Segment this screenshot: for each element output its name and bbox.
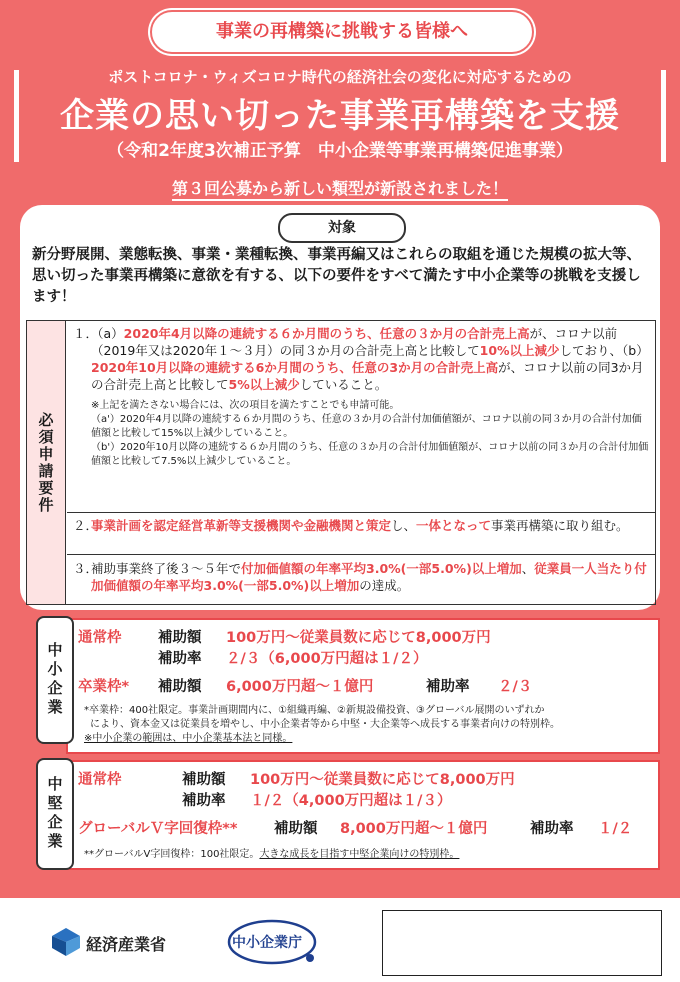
sme-agency-name: 中小企業庁 <box>232 935 302 951</box>
audience-pill: 事業の再構築に挑戦する皆様へ <box>150 10 534 54</box>
new-category-notice: 第３回公募から新しい類型が新設されました！ <box>0 176 680 199</box>
requirements-label: 必須申請要件 <box>27 321 66 604</box>
mid-label: 中堅企業 <box>36 758 74 870</box>
sme-label: 中小企業 <box>36 616 74 744</box>
divider <box>67 554 655 555</box>
sme-box: 通常枠 補助額 100万円～従業員数に応じて8,000万円 補助率 ２/３（6,000万円超は１/２） 卒業枠* 補助額 6,000万円超～１億円 補助率 ２/３ *卒業枠：400社限定。事業計画期間内に、①組織再編、②新規設備投資、③グローバル展開のいずれか により、資本金又は従業員を増やし、中小企業者等から中堅・大企業等へ成長する事業者向けの特別枠。 ※中小企業の範囲は、中小企業基本法と同様。 <box>66 618 660 754</box>
meti-name: 経済産業省 <box>86 935 167 954</box>
footer <box>0 898 680 982</box>
meti-logo-icon <box>52 928 80 956</box>
requirements-table: 必須申請要件 １． （a）2020年4月以降の連続する６か月間のうち、任意の３か月の合計売上高が、コロナ以前（2019年又は2020年１～３月）の同３か月の合計売上高と比較して10%以上減少しており、（b）2020年10月以降の連続する6か月間のうち、任意の3か月の合計売上高が、コロナ以前の同3か月の合計売上高と比較して5%以上減少していること。 ※上記を満たさない場合には、次の項目を満たすことでも申請可能。 （a'）2020年4月以降の連続する６か月間のうち、任意の３か月の合計付加価値額が、コロナ以前の同３か月の合計付加価値額と比較して15%以上減少していること。 （b'）2020年10月以降の連続する６か月間のうち、任意の３か月の合計付加価値額が、コロナ以前の同３か月の合計付加価値額と比較して7.5%以上減少していること。 ２． 事業計画を認定経営革新等支援機関や金融機関と策定し、一体となって事業再構築に取り組む。 ３． 補助事業終了後３～５年で付加価値額の年率平均3.0%(一部5.0%)以上増加、従業員一人当たり付加価値額の年率平均3.0%(一部5.0%)以上増加の達成。 <box>26 320 656 605</box>
contact-box <box>382 910 662 976</box>
divider <box>67 512 655 513</box>
subtitle: ポストコロナ・ウィズコロナ時代の経済社会の変化に対応するための <box>108 68 572 86</box>
target-intro: 新分野展開、業態転換、事業・業種転換、事業再編又はこれらの取組を通じた規模の拡大等、思い切った事業再構築に意欲を有する、以下の要件をすべて満たす中小企業等の挑戦を支援します！ <box>32 247 641 305</box>
page-title: 企業の思い切った事業再構築を支援 <box>60 96 620 136</box>
budget-line: （令和2年度3次補正予算 中小企業等事業再構築促進事業） <box>107 141 573 161</box>
mid-box: 通常枠 補助額 100万円～従業員数に応じて8,000万円 補助率 １/２（4,000万円超は１/３） グローバルＶ字回復枠** 補助額 8,000万円超～１億円 補助率 １/２ **グローバルV字回復枠：100社限定。大きな成長を目指す中堅企業向けの特別枠。 <box>66 760 660 870</box>
target-label: 対象 <box>278 213 406 243</box>
target-panel <box>20 205 660 610</box>
